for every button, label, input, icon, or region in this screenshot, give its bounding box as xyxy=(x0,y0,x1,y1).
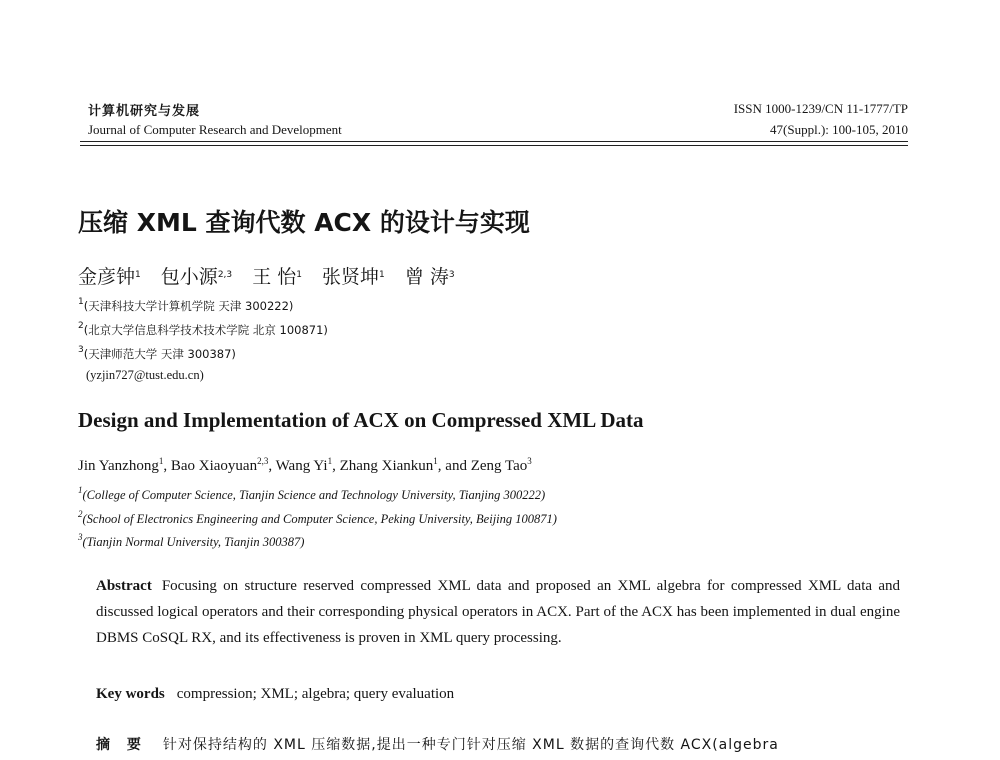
author-en: and Zeng Tao$^3$ xyxy=(445,456,532,474)
journal-name-en: Journal of Computer Research and Development xyxy=(88,122,342,137)
keywords xyxy=(96,686,454,703)
affiliation-cn: $^3$(天津师范大学 天津 300387) xyxy=(78,345,236,361)
author-email: (yzjin727@tust.edu.cn) xyxy=(86,368,204,382)
author-list-cn xyxy=(78,262,469,289)
author-cn: 王 怡$^1$ xyxy=(252,266,302,288)
abstract-label: Abstract xyxy=(96,578,152,594)
author-cn: 金彦钟$^1$ xyxy=(78,266,141,288)
affiliation-en: $^3$(Tianjin Normal University, Tianjin 300387) xyxy=(78,532,305,549)
abstract-cn-label: 摘 要 xyxy=(96,737,147,753)
affiliation-cn: $^2$(北京大学信息科学技术技术学院 北京 100871) xyxy=(78,321,328,337)
abstract-text: Focusing on structure reserved compressed XML data and proposed an XML algebra for compressed XML data and discussed logical operators and their corresponding physical operators in ACX. Part of the ACX has been implemented in dual engine DBMS CoSQL RX, and its effectiveness is proven in XML query processing. xyxy=(96,578,900,646)
keywords-label: Key words xyxy=(96,686,165,702)
paper-title-cn: 压缩 XML 查询代数 ACX 的设计与实现 xyxy=(78,208,530,237)
author-cn: 包小源$^{2,3}$ xyxy=(160,266,233,288)
author-en: Zhang Xiankun$^1$ xyxy=(339,456,438,474)
abstract-cn-text: 针对保持结构的 XML 压缩数据,提出一种专门针对压缩 XML 数据的查询代数 ACX(algebra xyxy=(162,737,779,753)
keywords-text: compression; XML; algebra; query evaluation xyxy=(176,686,455,702)
abstract-cn xyxy=(96,734,779,754)
affiliation-en: $^1$(College of Computer Science, Tianjin Science and Technology University, Tianjing 300222) xyxy=(78,485,546,502)
author-en: Wang Yi$^1$ xyxy=(275,456,333,474)
affiliation-cn: $^1$(天津科技大学计算机学院 天津 300222) xyxy=(78,297,294,313)
volume-info: 47(Suppl.): 100-105, 2010 xyxy=(770,122,908,137)
paper-title-en: Design and Implementation of ACX on Compressed XML Data xyxy=(78,408,644,432)
affiliation-en: $^2$(School of Electronics Engineering and Computer Science, Peking University, Beijing 100871) xyxy=(78,509,557,526)
header-rule-thin xyxy=(80,145,908,146)
author-en: Jin Yanzhong$^1$ xyxy=(78,456,164,474)
issn: ISSN 1000-1239/CN 11-1777/TP xyxy=(733,101,908,116)
author-cn: 张贤坤$^1$ xyxy=(322,266,385,288)
author-cn: 曾 涛$^3$ xyxy=(404,266,455,288)
abstract-en xyxy=(96,573,900,651)
header-rule-thick xyxy=(80,141,908,142)
journal-name-cn: 计算机研究与发展 xyxy=(88,104,201,119)
author-list-en: Jin Yanzhong$^1$, Bao Xiaoyuan$^{2,3}$, Wang Yi$^1$, Zhang Xiankun$^1$, and Zeng Tao$^3$ xyxy=(78,456,532,474)
author-en: Bao Xiaoyuan$^{2,3}$ xyxy=(170,456,269,474)
